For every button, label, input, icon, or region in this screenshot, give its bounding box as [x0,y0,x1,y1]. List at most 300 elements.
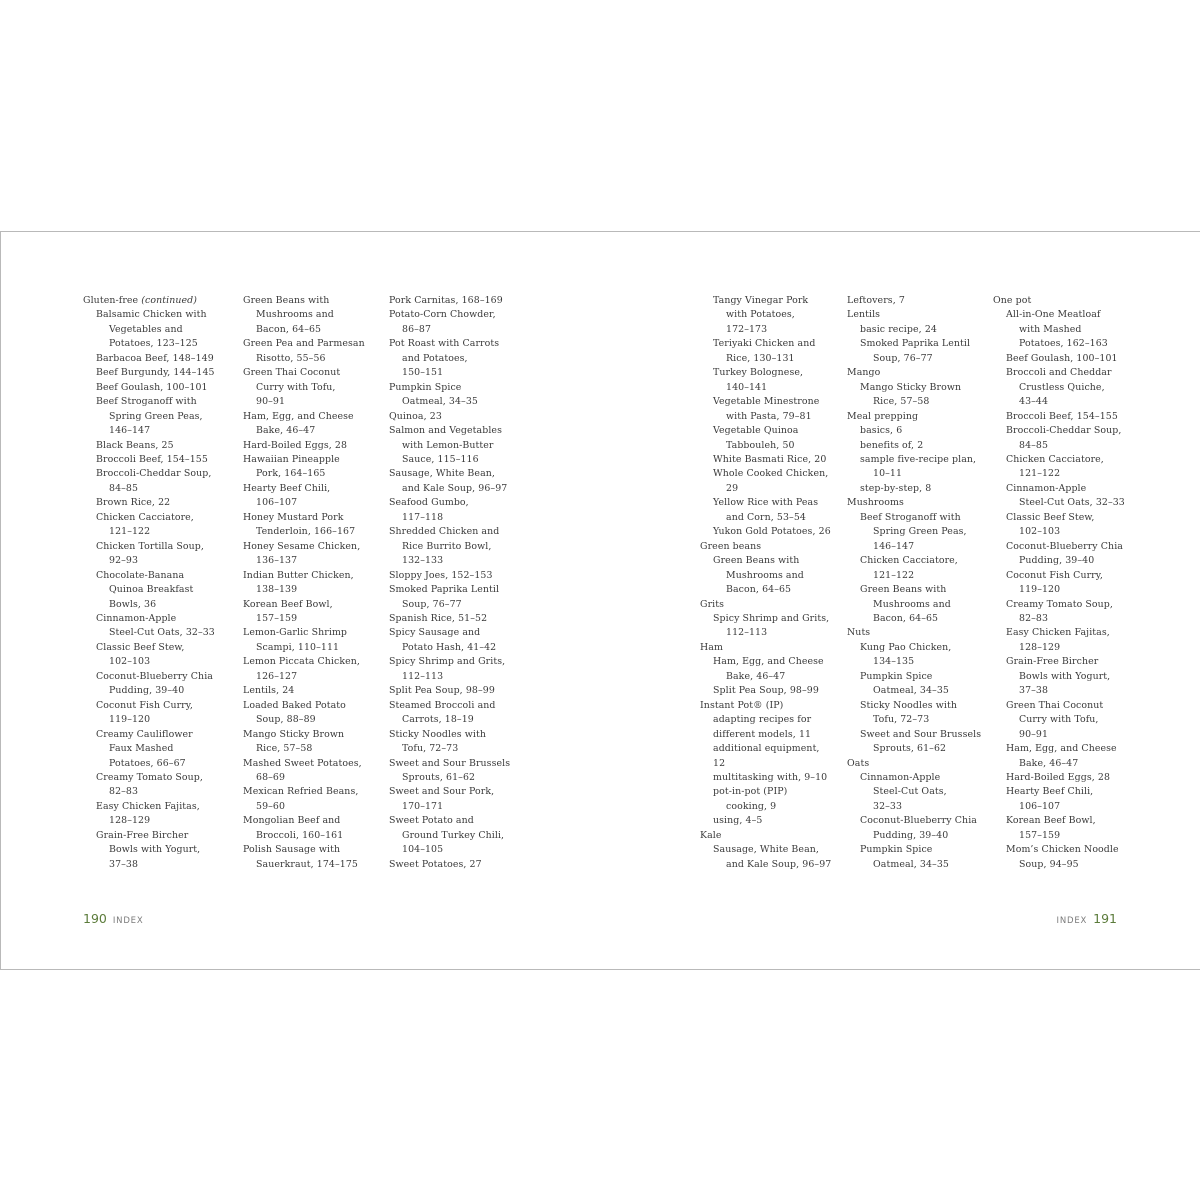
index-entry [700,395,845,409]
index-entry-text: 157–159 [1019,829,1061,841]
index-entry-text: Polish Sausage with [243,844,341,856]
index-entry-text: Sausage, White Bean, [713,844,819,856]
index-entry-text: Steel-Cut Oats, 32–33 [1019,497,1125,509]
right-page-number: 191 [1093,911,1117,926]
index-entry [389,424,534,438]
index-entry-text: Spanish Rice, 51–52 [389,612,488,624]
index-entry-text: Smoked Paprika Lentil [389,584,500,596]
index-entry [83,308,228,322]
index-entry-text: Hard-Boiled Eggs, 28 [243,439,348,451]
index-entry-text: Tenderloin, 166–167 [256,526,356,538]
index-entry [389,294,534,308]
index-entry [700,482,845,496]
index-entry-text: Salmon and Vegetables [389,425,502,437]
index-entry-text: Green Thai Coconut [1006,699,1104,711]
index-entry-text: Potatoes, 66–67 [109,757,186,769]
index-entry [389,598,534,612]
index-column-3 [389,294,534,872]
index-entry-text: 132–133 [402,555,444,567]
index-entry [700,612,845,626]
index-entry-text: 90–91 [256,396,286,408]
index-entry [83,554,228,568]
index-entry-text: 157–159 [256,612,298,624]
index-entry [243,728,388,742]
index-entry-text: Honey Mustard Pork [243,511,344,523]
index-entry [389,511,534,525]
index-entry-text: Carrots, 18–19 [402,714,474,726]
index-entry [847,496,992,510]
index-entry [993,540,1138,554]
index-entry [243,713,388,727]
index-entry [993,583,1138,597]
index-entry [700,641,845,655]
index-entry-text: adapting recipes for [713,714,812,726]
index-entry [83,583,228,597]
index-entry-text: Pudding, 39–40 [873,829,949,841]
index-entry [700,352,845,366]
index-entry [83,569,228,583]
index-entry [847,728,992,742]
index-entry-text: Spicy Shrimp and Grits, [713,612,830,624]
index-entry-text: Steel-Cut Oats, 32–33 [109,627,215,639]
index-entry [993,728,1138,742]
index-entry [243,366,388,380]
index-entry [83,525,228,539]
index-entry [83,467,228,481]
index-entry [700,814,845,828]
index-entry-text: Curry with Tofu, [1019,714,1099,726]
index-entry [83,453,228,467]
index-entry-text: Spicy Sausage and [389,627,481,639]
index-entry [993,569,1138,583]
index-entry-text: Pork, 164–165 [256,468,326,480]
index-entry-text: using, 4–5 [713,815,763,827]
index-entry-text: Bacon, 64–65 [726,584,792,596]
index-entry [243,800,388,814]
index-entry [993,612,1138,626]
index-entry [847,626,992,640]
index-entry-text: 12 [713,757,726,769]
index-entry-text: Soup, 76–77 [402,598,462,610]
index-entry-text: Chicken Cacciatore, [1006,453,1104,465]
index-entry [389,439,534,453]
index-entry [847,583,992,597]
index-entry [993,424,1138,438]
index-entry [700,829,845,843]
index-entry-text: Sprouts, 61–62 [402,771,476,783]
index-entry [993,771,1138,785]
index-entry-text: Pudding, 39–40 [1019,555,1095,567]
index-entry [993,829,1138,843]
index-entry [847,308,992,322]
index-entry-text: Leftovers, 7 [847,295,905,306]
index-entry [83,540,228,554]
index-entry [243,655,388,669]
index-entry-text: Broccoli-Cheddar Soup, [1006,425,1122,437]
index-entry-text: sample five-recipe plan, [860,453,977,465]
index-entry-text: Pumpkin Spice [860,670,933,682]
index-entry-text: Rice, 57–58 [873,396,930,408]
index-entry-text: Oatmeal, 34–35 [873,685,949,697]
index-entry-text: Mango Sticky Brown [860,381,962,393]
index-entry [243,323,388,337]
index-entry-text: Broccoli-Cheddar Soup, [96,468,212,480]
index-entry-text: Korean Beef Bowl, [243,598,333,610]
index-entry-text: Yellow Rice with Peas [713,497,819,509]
index-entry [993,843,1138,857]
index-entry-text: 59–60 [256,800,286,812]
index-entry [389,670,534,684]
left-running-head: INDEX [112,916,144,926]
index-entry [389,829,534,843]
index-entry-text: Oatmeal, 34–35 [402,396,478,408]
index-entry [83,366,228,380]
index-entry [389,641,534,655]
index-entry [847,511,992,525]
index-entry [243,612,388,626]
index-entry-text: Tabbouleh, 50 [726,439,795,451]
index-entry-text: Beef Stroganoff with [860,511,961,523]
index-entry [700,655,845,669]
index-entry [700,757,845,771]
index-entry [83,742,228,756]
index-entry-text: 170–171 [402,800,444,812]
index-entry [83,352,228,366]
index-entry-text: Sweet Potato and [389,815,474,827]
index-entry-text: Barbacoa Beef, 148–149 [96,352,214,364]
index-entry [847,699,992,713]
index-entry-text: Lentils, 24 [243,685,295,697]
index-entry [389,395,534,409]
index-entry [243,439,388,453]
index-entry [847,482,992,496]
index-entry-text: Coconut-Blueberry Chia [96,670,213,682]
index-entry [243,583,388,597]
index-entry-text: 90–91 [1019,728,1049,740]
index-column-5 [847,294,992,872]
index-entry-text: with Potatoes, [726,309,795,321]
index-entry [243,742,388,756]
index-entry [993,453,1138,467]
index-entry [700,598,845,612]
index-entry [700,684,845,698]
index-entry [83,496,228,510]
index-entry-text: Ham, Egg, and Cheese [243,410,354,422]
index-entry [389,337,534,351]
index-entry-text: Coconut-Blueberry Chia [860,815,977,827]
index-entry-text: Balsamic Chicken with [96,309,207,321]
index-entry-text: Cinnamon-Apple [860,771,941,783]
index-entry-text: Vegetable Quinoa [713,425,799,437]
index-entry-text: 119–120 [109,714,151,726]
index-entry-text: Bake, 46–47 [1019,757,1079,769]
index-entry [700,554,845,568]
index-entry-text: Sweet Potatoes, 27 [389,858,482,870]
index-entry-text: Oats [847,757,870,769]
index-entry [847,814,992,828]
index-entry [847,554,992,568]
index-entry-text: Spring Green Peas, [873,526,967,538]
index-entry-text: Spicy Shrimp and Grits, [389,656,506,668]
index-column-4 [700,294,845,872]
index-entry [993,641,1138,655]
index-entry [243,482,388,496]
index-entry [993,670,1138,684]
index-entry-text: Sticky Noodles with [860,699,957,711]
index-entry [389,713,534,727]
index-entry-text: Steamed Broccoli and [389,699,496,711]
index-entry-text: different models, 11 [713,728,812,740]
index-entry-text: Kale [700,829,722,841]
index-entry-text: Pumpkin Spice [389,381,462,393]
index-entry [243,337,388,351]
index-entry-text: Ham, Egg, and Cheese [1006,743,1117,755]
index-entry [993,742,1138,756]
index-entry [389,858,534,872]
index-entry [847,366,992,380]
index-entry [700,381,845,395]
index-entry [83,655,228,669]
index-entry-text: Bake, 46–47 [256,425,316,437]
index-entry [847,381,992,395]
index-entry [847,395,992,409]
index-entry-text: 112–113 [726,627,768,639]
index-entry-text: Hearty Beef Chili, [1006,786,1094,798]
index-entry-text: Rice, 57–58 [256,743,313,755]
index-entry [389,525,534,539]
index-entry [83,424,228,438]
index-entry [847,742,992,756]
index-entry [389,612,534,626]
index-entry [847,785,992,799]
index-entry [700,424,845,438]
index-entry-text: One pot [993,295,1032,306]
index-entry [993,684,1138,698]
index-entry [83,395,228,409]
index-entry-text: Broccoli and Cheddar [1006,367,1112,379]
index-entry [389,684,534,698]
index-entry-text: Soup, 76–77 [873,352,933,364]
left-page-number: 190 [83,911,107,926]
index-entry [847,684,992,698]
index-entry [243,308,388,322]
index-entry [389,323,534,337]
index-entry-text: Bowls with Yogurt, [1019,670,1111,682]
index-entry-text: Ham [700,641,723,653]
index-entry [243,670,388,684]
index-entry [847,467,992,481]
index-entry [243,684,388,698]
index-entry-text: Pork Carnitas, 168–169 [389,295,503,306]
index-entry [847,655,992,669]
index-entry [847,323,992,337]
index-entry [700,439,845,453]
index-entry [389,583,534,597]
index-entry [847,757,992,771]
index-entry-text: Bacon, 64–65 [873,612,939,624]
index-entry-text: 43–44 [1019,396,1049,408]
index-entry [83,814,228,828]
index-entry-text: Bowls, 36 [109,598,157,610]
index-entry-text: Chocolate-Banana [96,569,185,581]
index-entry [993,366,1138,380]
index-entry-text: 37–38 [1019,685,1049,697]
index-entry [83,728,228,742]
index-entry [83,713,228,727]
index-entry [389,467,534,481]
index-entry-text: 10–11 [873,468,903,480]
index-entry-text: 140–141 [726,381,768,393]
index-entry-text: Pudding, 39–40 [109,685,185,697]
index-entry-text: Smoked Paprika Lentil [860,338,971,350]
index-entry-text: Tofu, 72–73 [402,743,459,755]
index-column-6 [993,294,1138,872]
index-entry [700,410,845,424]
index-entry-text: Curry with Tofu, [256,381,336,393]
index-entry-text: Rice Burrito Bowl, [402,540,492,552]
index-entry-text: Beef Goulash, 100–101 [1006,352,1118,364]
index-entry [389,771,534,785]
index-entry [83,294,228,308]
index-entry-text: 29 [726,482,739,494]
index-entry [993,496,1138,510]
index-entry [83,771,228,785]
index-entry [993,525,1138,539]
index-entry [993,699,1138,713]
index-entry-text: step-by-step, 8 [860,482,932,494]
index-entry [700,800,845,814]
index-entry [993,655,1138,669]
index-entry-text: Mongolian Beef and [243,815,341,827]
index-entry-text: multitasking with, 9–10 [713,771,828,783]
index-entry-text: 86–87 [402,323,432,335]
index-entry-text: with Mashed [1019,323,1082,335]
index-entry [243,540,388,554]
index-entry-text: 128–129 [1019,641,1061,653]
index-entry-text: 126–127 [256,670,298,682]
index-entry [83,323,228,337]
index-entry-text: 82–83 [109,786,139,798]
index-entry [243,453,388,467]
index-entry-text: Mexican Refried Beans, [243,786,359,798]
index-entry [700,785,845,799]
index-entry-text: 84–85 [109,482,139,494]
index-entry [243,554,388,568]
index-entry [389,626,534,640]
index-entry-text: Sprouts, 61–62 [873,743,947,755]
index-entry [389,655,534,669]
index-entry-text: 82–83 [1019,612,1049,624]
index-entry-text: Seafood Gumbo, [389,497,469,509]
index-entry [243,424,388,438]
index-entry [243,757,388,771]
index-entry-text: 146–147 [109,425,151,437]
index-entry-text: Tofu, 72–73 [873,714,930,726]
index-entry-text: basics, 6 [860,425,903,437]
index-entry [847,598,992,612]
index-entry-text: Grain-Free Bircher [96,829,189,841]
index-entry [993,800,1138,814]
index-entry-text: Sweet and Sour Pork, [389,786,495,798]
index-entry-text: Indian Butter Chicken, [243,569,354,581]
index-entry-text: Meal prepping [847,410,919,422]
index-entry-text: Beef Stroganoff with [96,396,197,408]
index-entry [700,366,845,380]
index-entry-text: Green Pea and Parmesan [243,338,365,350]
index-entry-text: Easy Chicken Fajitas, [96,800,200,812]
index-entry [243,814,388,828]
index-entry-text: 134–135 [873,656,915,668]
index-entry-text: Chicken Tortilla Soup, [96,540,204,552]
index-entry-text: Mom’s Chicken Noodle [1006,844,1119,856]
index-entry [993,511,1138,525]
index-entry [700,713,845,727]
index-entry [243,410,388,424]
index-entry-text: Sweet and Sour Brussels [389,757,511,769]
index-entry-text: Mushrooms [847,497,904,509]
index-entry-text: and Kale Soup, 96–97 [726,858,832,870]
index-entry-text: Kung Pao Chicken, [860,641,952,653]
index-entry-text: additional equipment, [713,743,820,755]
index-entry [847,540,992,554]
index-entry-text: Mushrooms and [726,569,804,581]
index-entry [83,699,228,713]
index-entry-text: Mashed Sweet Potatoes, [243,757,362,769]
index-entry [700,496,845,510]
index-entry [243,598,388,612]
index-entry-text: Lemon-Garlic Shrimp [243,627,348,639]
index-entry [389,496,534,510]
index-entry-text: Green Thai Coconut [243,367,341,379]
index-entry-text: Teriyaki Chicken and [713,338,816,350]
index-entry-text: Mushrooms and [873,598,951,610]
index-entry [83,337,228,351]
index-entry [700,742,845,756]
index-entry [700,670,845,684]
index-entry [389,800,534,814]
index-entry-text: All-in-One Meatloaf [1006,309,1101,321]
index-entry-text: 84–85 [1019,439,1049,451]
index-entry [847,352,992,366]
index-entry-text: Shredded Chicken and [389,526,500,538]
index-entry-text: Turkey Bolognese, [713,367,804,379]
index-entry-text: Potatoes, 123–125 [109,338,198,350]
index-entry-text: Mango [847,367,881,379]
index-entry [847,453,992,467]
index-entry-text: and Potatoes, [402,352,468,364]
left-folio [83,911,143,926]
index-entry-text: 102–103 [109,656,151,668]
index-entry [847,800,992,814]
index-entry [847,858,992,872]
index-entry-text: Hawaiian Pineapple [243,453,340,465]
index-entry-text: Potato Hash, 41–42 [402,641,497,653]
index-entry-text: Sloppy Joes, 152–153 [389,569,493,581]
index-entry [389,814,534,828]
index-entry-text: Bowls with Yogurt, [109,844,201,856]
index-entry-text: Green Beans with [860,584,947,596]
index-entry-text: Coconut Fish Curry, [96,699,193,711]
index-entry [83,785,228,799]
index-entry-text: Yukon Gold Potatoes, 26 [713,526,831,538]
index-entry-text: Faux Mashed [109,743,174,755]
index-entry [993,785,1138,799]
index-entry [83,829,228,843]
index-entry [389,742,534,756]
index-entry-text: Soup, 88–89 [256,714,316,726]
index-entry-text: Steel-Cut Oats, [873,786,947,798]
index-entry [700,626,845,640]
